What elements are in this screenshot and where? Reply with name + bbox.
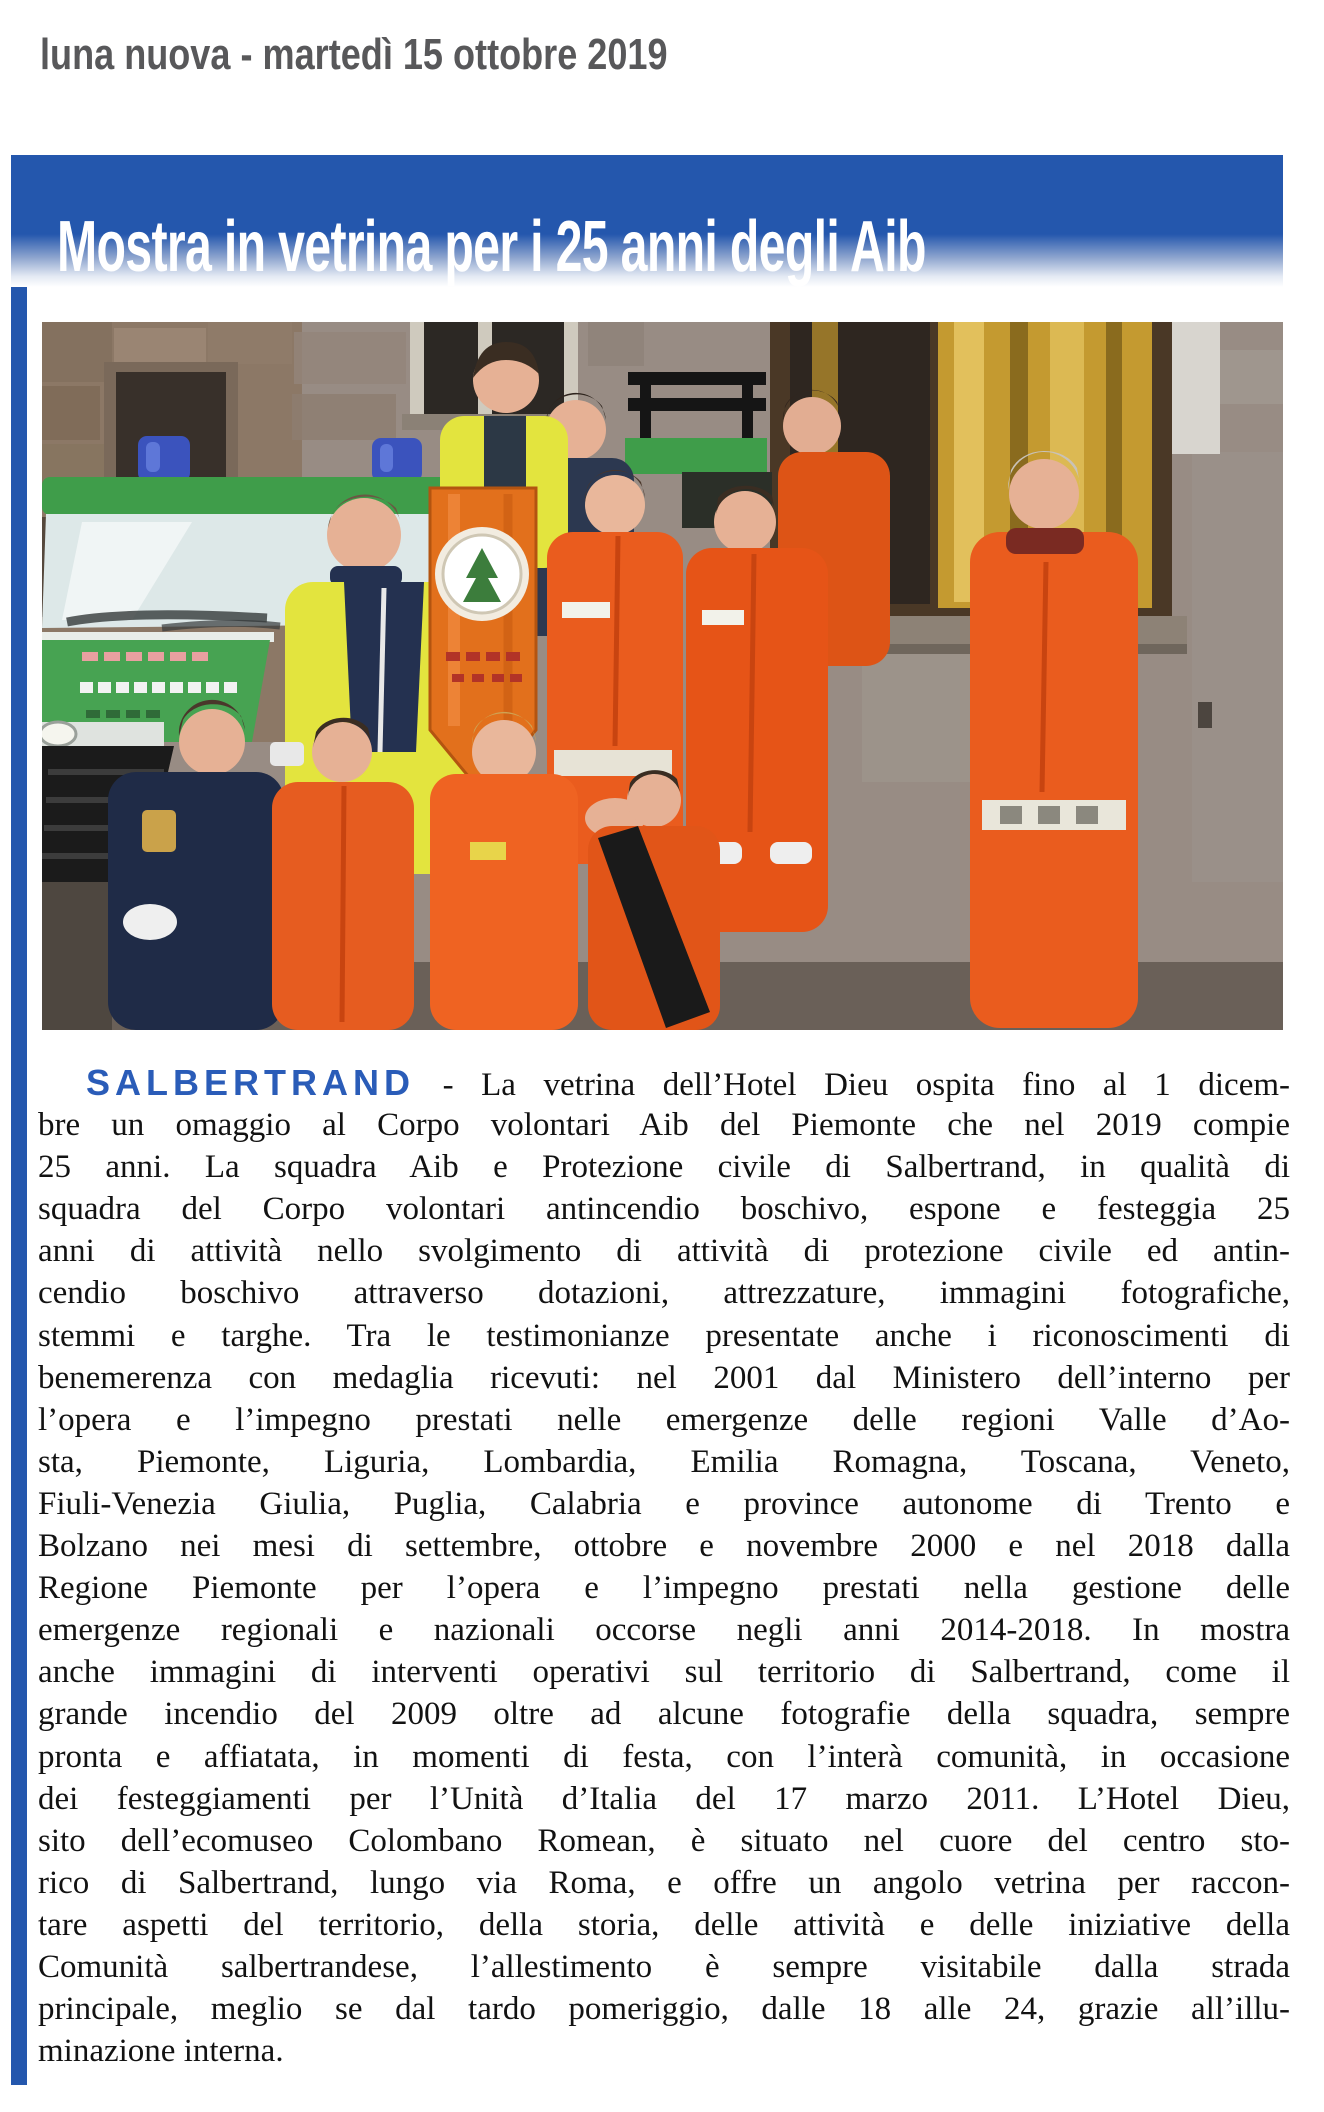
article-line: stemmi e targhe. Tra le testimonianze presentate anche i riconoscimenti di [38,1317,1290,1354]
article-line: principale, meglio se dal tardo pomeriggio, dalle 18 alle 24, grazie all’illu- [38,1991,1290,2028]
article-line: anni di attività nello svolgimento di attività di protezione civile ed antin- [38,1233,1290,1270]
article-headline: Mostra in vetrina per i 25 anni degli Aib [57,207,926,288]
article-line-text: La vetrina dell’Hotel Dieu ospita fino al 1 dicem- [481,1067,1290,1103]
photo-illustration [42,322,1283,1030]
article-line: rico di Salbertrand, lungo via Roma, e offre un angolo vetrina per raccon- [38,1864,1290,1901]
volunteer-grayhair [970,451,1138,1028]
article-line: pronta e affiatata, in momenti di festa, con l’interà comunità, in occasione [38,1738,1290,1775]
article-line: tare aspetti del territorio, della storia, delle attività e delle iniziative della [38,1906,1290,1943]
lead-separator: - [415,1067,482,1103]
article-line: benemerenza con medaglia ricevuti: nel 2001 dal Ministero dell’interno per [38,1359,1290,1396]
article-line: anche immagini di interventi operativi sul territorio di Salbertrand, come il [38,1654,1290,1691]
article-line: dei festeggiamenti per l’Unità d’Italia del 17 marzo 2011. L’Hotel Dieu, [38,1780,1290,1817]
masthead-dateline: luna nuova - martedì 15 ottobre 2019 [40,30,668,79]
article-line: l’opera e l’impegno prestati nelle emergenze delle regioni Valle d’Ao- [38,1401,1290,1438]
article-line: 25 anni. La squadra Aib e Protezione civile di Salbertrand, in qualità di [38,1149,1290,1186]
article-body [38,1062,1290,2072]
article-line: emergenze regionali e nazionali occorse negli anni 2014-2018. In mostra [38,1612,1290,1649]
article-line: cendio boschivo attraverso dotazioni, attrezzature, immagini fotografiche, [38,1275,1290,1312]
article-line: squadra del Corpo volontari antincendio boschivo, espone e festeggia 25 [38,1191,1290,1228]
beacon-light [138,436,190,482]
article-line: bre un omaggio al Corpo volontari Aib del Piemonte che nel 2019 compie [38,1107,1290,1144]
article-line [38,1062,1290,1104]
article-line: Fiuli-Venezia Giulia, Puglia, Calabria e province autonome di Trento e [38,1485,1290,1522]
article-lead-place: SALBERTRAND [86,1062,415,1103]
article-line: Regione Piemonte per l’opera e l’impegno prestati nella gestione delle [38,1570,1290,1607]
beacon-light [372,438,422,482]
article-line: grande incendio del 2009 oltre ad alcune fotografie della squadra, sempre [38,1696,1290,1733]
article-line: sito dell’ecomuseo Colombano Romean, è situato nel cuore del centro sto- [38,1822,1290,1859]
left-blue-rule [11,155,27,2085]
article-photo [42,322,1283,1030]
article-line: sta, Piemonte, Liguria, Lombardia, Emilia Romagna, Toscana, Veneto, [38,1443,1290,1480]
article-line: Comunità salbertrandese, l’allestimento è sempre visitabile dalla strada [38,1948,1290,1985]
white-glove [123,904,177,940]
article-line: Bolzano nei mesi di settembre, ottobre e novembre 2000 e nel 2018 dalla [38,1528,1290,1565]
headline-bar [11,155,1283,287]
article-line: minazione interna. [38,2033,284,2070]
